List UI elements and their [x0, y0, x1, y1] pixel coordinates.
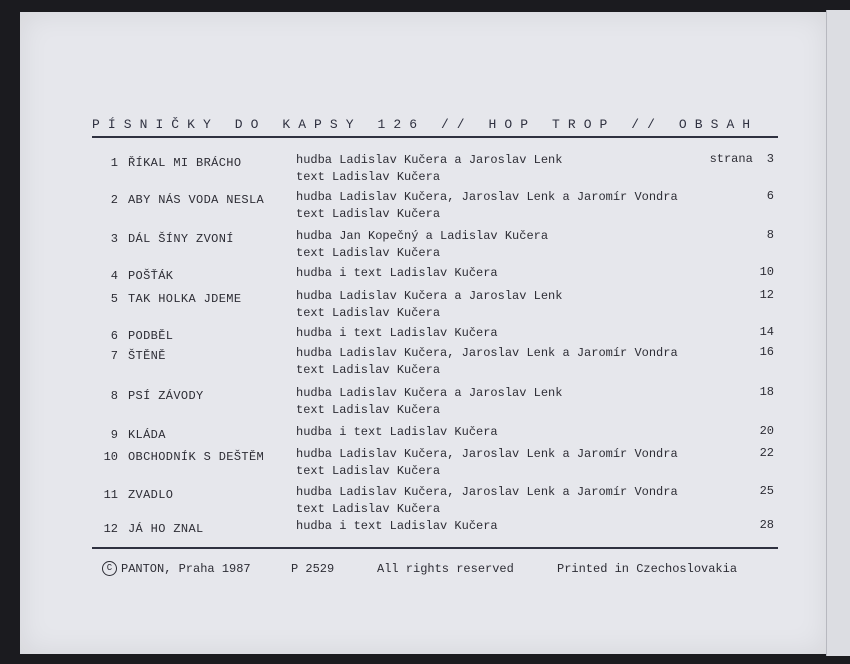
page-number: [760, 518, 774, 532]
song-title: KLÁDA: [128, 428, 166, 442]
lyrics-credit: text Ladislav Kučera: [296, 306, 441, 320]
page-number: [760, 484, 774, 498]
song-credits: [296, 446, 678, 480]
song-title: JÁ HO ZNAL: [128, 522, 204, 536]
publisher-text: PANTON, Praha 1987: [121, 561, 251, 576]
song-credits: [296, 265, 498, 282]
lyrics-credit: text Ladislav Kučera: [296, 207, 441, 221]
song-number: 12: [103, 522, 118, 536]
rights-text: All rights reserved: [377, 561, 514, 576]
page-number: [760, 424, 774, 438]
toc-row: [0, 484, 850, 518]
song-credits: [296, 385, 562, 419]
page-number: [760, 325, 774, 339]
song-title: ZVADLO: [128, 488, 174, 502]
song-credits: [296, 484, 678, 518]
page-number: [760, 265, 774, 279]
page-value: 14: [759, 325, 774, 339]
toc-row: [0, 288, 850, 322]
music-credit: hudba Jan Kopečný a Ladislav Kučera: [296, 229, 549, 243]
imprint: [102, 561, 792, 576]
song-number: 4: [110, 269, 118, 283]
toc-row: [0, 446, 850, 480]
lyrics-credit: text Ladislav Kučera: [296, 464, 441, 478]
song-title: ABY NÁS VODA NESLA: [128, 193, 265, 207]
page-value: 28: [759, 518, 774, 532]
song-number: 7: [110, 349, 118, 363]
lyrics-credit: text Ladislav Kučera: [296, 363, 441, 377]
song-title: DÁL ŠÍNY ZVONÍ: [128, 232, 234, 246]
song-credits: [296, 228, 548, 262]
music-credit: hudba Ladislav Kučera, Jaroslav Lenk a Jaromír Vondra: [296, 447, 678, 461]
music-credit: hudba i text Ladislav Kučera: [296, 519, 498, 533]
lyrics-credit: text Ladislav Kučera: [296, 170, 441, 184]
page-number: [710, 152, 774, 166]
song-title: ŠTĚNĚ: [128, 349, 166, 363]
page-value: 18: [759, 385, 774, 399]
music-credit: hudba Ladislav Kučera a Jaroslav Lenk: [296, 386, 563, 400]
page-value: 12: [759, 288, 774, 302]
page-value: 3: [766, 152, 774, 166]
music-credit: hudba i text Ladislav Kučera: [296, 326, 498, 340]
lyrics-credit: text Ladislav Kučera: [296, 502, 441, 516]
page-value: 16: [759, 345, 774, 359]
page-number: [760, 385, 774, 399]
page-value: 10: [759, 265, 774, 279]
song-credits: [296, 189, 678, 223]
song-number: 9: [110, 428, 118, 442]
printed-text: Printed in Czechoslovakia: [557, 561, 738, 576]
lyrics-credit: text Ladislav Kučera: [296, 403, 441, 417]
music-credit: hudba Ladislav Kučera, Jaroslav Lenk a Jaromír Vondra: [296, 346, 678, 360]
toc-row: [0, 345, 850, 379]
song-number: 1: [110, 156, 118, 170]
page-number: [760, 288, 774, 302]
music-credit: hudba Ladislav Kučera a Jaroslav Lenk: [296, 289, 563, 303]
lyrics-credit: text Ladislav Kučera: [296, 246, 441, 260]
song-credits: [296, 518, 498, 535]
page-value: 20: [759, 424, 774, 438]
page-value: 8: [766, 228, 774, 242]
music-credit: hudba i text Ladislav Kučera: [296, 425, 498, 439]
copyright-icon: C: [102, 561, 117, 576]
toc-row: [0, 189, 850, 223]
song-number: 8: [110, 389, 118, 403]
music-credit: hudba i text Ladislav Kučera: [296, 266, 498, 280]
page-value: 25: [759, 484, 774, 498]
music-credit: hudba Ladislav Kučera, Jaroslav Lenk a Jaromír Vondra: [296, 485, 678, 499]
song-title: PSÍ ZÁVODY: [128, 389, 204, 403]
song-number: 5: [110, 292, 118, 306]
page-value: 6: [766, 189, 774, 203]
page-value: 22: [759, 446, 774, 460]
song-credits: [296, 152, 562, 186]
song-credits: [296, 288, 562, 322]
page-number: [760, 345, 774, 359]
toc-row: [0, 385, 850, 419]
song-number: 11: [103, 488, 118, 502]
song-title: PODBĚL: [128, 329, 174, 343]
toc-row: [0, 228, 850, 262]
music-credit: hudba Ladislav Kučera, Jaroslav Lenk a Jaromír Vondra: [296, 190, 678, 204]
toc-row: [0, 152, 850, 186]
song-credits: [296, 424, 498, 441]
music-credit: hudba Ladislav Kučera a Jaroslav Lenk: [296, 153, 563, 167]
song-title: TAK HOLKA JDEME: [128, 292, 242, 306]
page-number: [760, 446, 774, 460]
song-number: 10: [103, 450, 118, 464]
song-number: 3: [110, 232, 118, 246]
song-number: 2: [110, 193, 118, 207]
page-header: PÍSNIČKY DO KAPSY 126 // HOP TROP // OBSAH: [92, 117, 759, 132]
page-number: [767, 228, 774, 242]
song-credits: [296, 325, 498, 342]
song-credits: [296, 345, 678, 379]
song-title: ŘÍKAL MI BRÁCHO: [128, 156, 242, 170]
page-column-label: strana: [709, 152, 753, 166]
song-title: OBCHODNÍK S DEŠTĚM: [128, 450, 265, 464]
footer-rule: [92, 547, 778, 549]
page-number: [767, 189, 774, 203]
header-rule: [92, 136, 778, 138]
song-title: POŠŤÁK: [128, 269, 174, 283]
song-number: 6: [110, 329, 118, 343]
catalog-number: P 2529: [291, 561, 335, 576]
